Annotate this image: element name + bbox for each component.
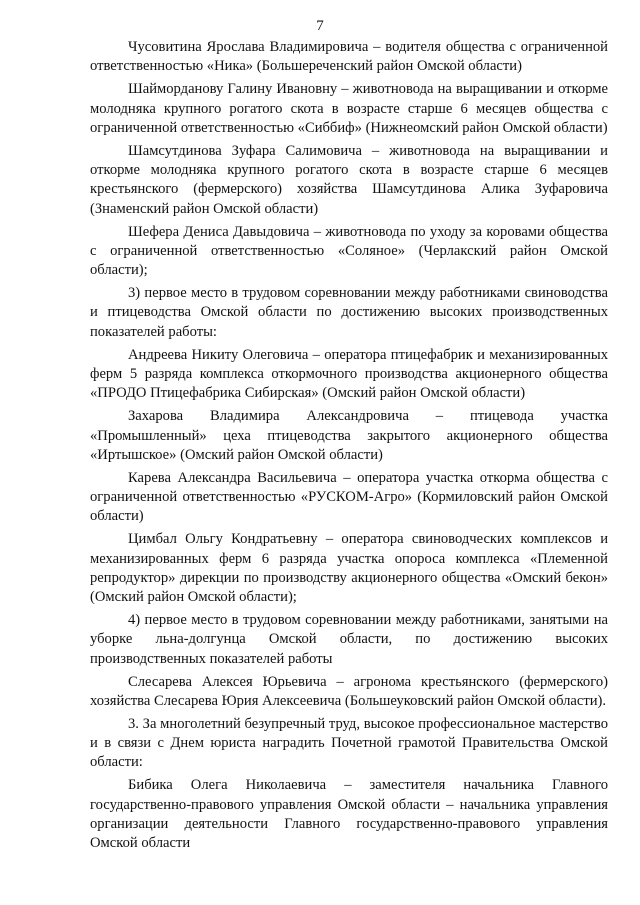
document-body xyxy=(90,38,608,854)
award-paragraph-shaymordanova: Шайморданову Галину Ивановну – животновода на выращивании и откорме молодняка крупного рогатого скота в возрасте старше 6 месяцев общества с ограниченной ответственностью «Сиббиф» (Нижнеомский район Омской области) xyxy=(90,81,608,136)
award-paragraph-bibik: Бибика Олега Николаевича – заместителя начальника Главного государственно-правового управления Омской области – начальника управления организации деятельности Главного государственно-правового управления Омской области xyxy=(90,777,608,852)
award-paragraph-chusovitin: Чусовитина Ярослава Владимировича – водителя общества с ограниченной ответственностью «Ника» (Большереченский район Омской области) xyxy=(90,39,608,75)
page-number: 7 xyxy=(316,18,324,34)
award-paragraph-tsimbal: Цимбал Ольгу Кондратьевну – оператора свиноводческих комплексов и механизированных ферм 6 разряда участка опороса комплекса «Племенной репродуктор» дирекции по производству акционерного общества «Омский бекон» (Омский район Омской области); xyxy=(90,531,608,606)
award-paragraph-shamsutdinov: Шамсутдинова Зуфара Салимовича – животновода на выращивании и откорме молодняка крупного рогатого скота в возрасте старше 6 месяцев крестьянского (фермерского) хозяйства Шамсутдинова Алика Зуфаровича (Знаменский район Омской области) xyxy=(90,142,608,217)
section-heading-flax: 4) первое место в трудовом соревновании между работниками, занятыми на уборке льна-долгунца Омской области, по достижению высоких производственных показателей работы xyxy=(90,612,608,667)
award-paragraph-shefer: Шефера Дениса Давыдовича – животновода по уходу за коровами общества с ограниченной ответственностью «Соляное» (Черлакский район Омской области); xyxy=(90,223,608,279)
award-paragraph-andreev: Андреева Никиту Олеговича – оператора птицефабрик и механизированных ферм 5 разряда комплекса откормочного производства акционерного общества «ПРОДО Птицефабрика Сибирская» (Омский район Омской области) xyxy=(90,346,608,402)
award-paragraph-karev: Карева Александра Васильевича – оператора участка откорма общества с ограниченной ответственностью «РУСКОМ-Агро» (Кормиловский район Омской области) xyxy=(90,469,608,525)
section-heading-lawyer-day: 3. За многолетний безупречный труд, высокое профессиональное мастерство и в связи с Днем юриста наградить Почетной грамотой Правительства Омской области: xyxy=(90,715,608,771)
section-heading-pig-poultry: 3) первое место в трудовом соревновании между работниками свиноводства и птицеводства Омской области по достижению высоких производственных показателей работы: xyxy=(90,285,608,340)
award-paragraph-zakharov: Захарова Владимира Александровича – птицевода участка «Промышленный» цеха птицеводства закрытого акционерного общества «Иртышское» (Омский район Омской области) xyxy=(90,408,608,463)
award-paragraph-slesarev: Слесарева Алексея Юрьевича – агронома крестьянского (фермерского) хозяйства Слесарева Юрия Алексеевича (Большеуковский район Омской области). xyxy=(90,673,608,709)
